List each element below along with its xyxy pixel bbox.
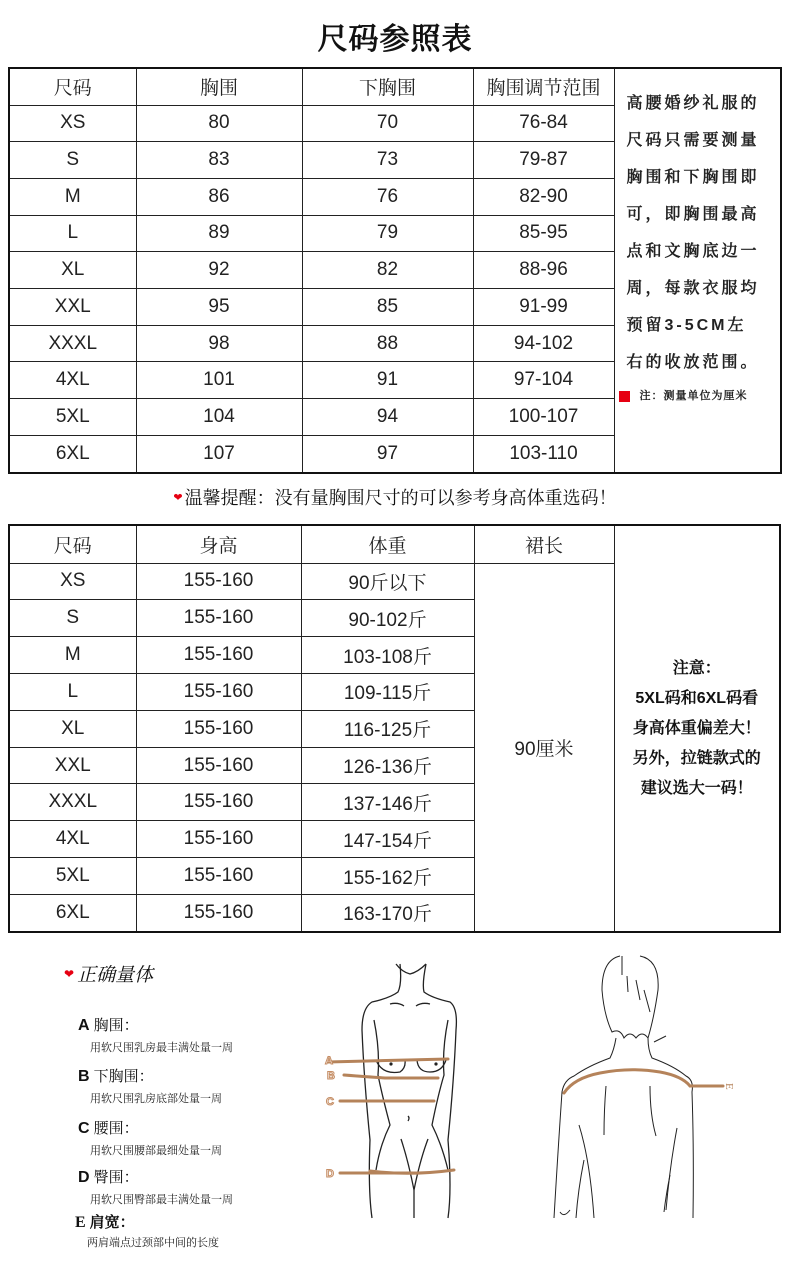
front-body-figure-icon <box>310 950 490 1269</box>
cell-size: 5XL <box>9 399 136 436</box>
cell-range: 79-87 <box>473 142 614 179</box>
cell-size: 4XL <box>9 821 136 858</box>
guide-item-underbust <box>78 1065 222 1106</box>
cell-weight: 103-108斤 <box>301 637 474 674</box>
cell-size: M <box>9 178 136 215</box>
cell-height: 155-160 <box>136 563 301 600</box>
guide-item-waist <box>78 1117 222 1158</box>
cell-height: 155-160 <box>136 600 301 637</box>
note-line: 另外，拉链款式的 <box>632 749 761 767</box>
back-body-figure-icon <box>530 950 760 1269</box>
cell-size: S <box>9 600 136 637</box>
cell-underbust: 88 <box>302 325 473 362</box>
letter-label: A <box>78 1017 90 1034</box>
guide-item-hip <box>78 1166 233 1207</box>
cell-bust: 107 <box>136 435 302 473</box>
header-bust: 胸围 <box>136 68 302 105</box>
cell-size: L <box>9 215 136 252</box>
cell-underbust: 97 <box>302 435 473 473</box>
cell-size: XXXL <box>9 325 136 362</box>
cell-bust: 89 <box>136 215 302 252</box>
cell-weight: 147-154斤 <box>301 821 474 858</box>
tip-text: 温馨提醒：没有量胸围尺寸的可以参考身高体重选码！ <box>184 488 617 509</box>
cell-size: XXL <box>9 289 136 326</box>
cell-weight: 90-102斤 <box>301 600 474 637</box>
cell-weight: 116-125斤 <box>301 710 474 747</box>
cell-weight: 126-136斤 <box>301 747 474 784</box>
letter-label: E <box>75 1214 86 1231</box>
note-line: 身高体重偏差大！ <box>632 719 761 737</box>
header-weight: 体重 <box>301 525 474 563</box>
cell-range: 76-84 <box>473 105 614 142</box>
cell-range: 100-107 <box>473 399 614 436</box>
header-size: 尺码 <box>9 525 136 563</box>
cell-underbust: 94 <box>302 399 473 436</box>
cell-weight: 137-146斤 <box>301 784 474 821</box>
letter-label: C <box>78 1120 90 1137</box>
cell-range: 88-96 <box>473 252 614 289</box>
note-line: 胸围和下胸围即 <box>626 169 760 186</box>
item-desc: 两肩端点过颈部中间的长度 <box>87 1236 219 1249</box>
size-chart-height-weight <box>8 524 781 933</box>
cell-bust: 101 <box>136 362 302 399</box>
cell-size: 6XL <box>9 894 136 932</box>
table-header-row <box>9 68 781 105</box>
cell-range: 91-99 <box>473 289 614 326</box>
guide-title <box>64 960 320 987</box>
cell-bust: 92 <box>136 252 302 289</box>
label-d: D <box>326 1168 334 1180</box>
guide-item-shoulder <box>75 1211 219 1250</box>
item-desc: 用软尺围腰部最细处量一周 <box>90 1144 222 1157</box>
note-line: 尺码只需要测量 <box>626 132 760 149</box>
header-size: 尺码 <box>9 68 136 105</box>
cell-height: 155-160 <box>136 673 301 710</box>
cell-height: 155-160 <box>136 710 301 747</box>
header-skirt-length: 裙长 <box>474 525 614 563</box>
item-name: 下胸围： <box>93 1067 154 1085</box>
note-line: 点和文胸底边一 <box>626 243 760 260</box>
cell-underbust: 73 <box>302 142 473 179</box>
cell-range: 97-104 <box>473 362 614 399</box>
cell-size: XS <box>9 105 136 142</box>
note-line: 预留3-5CM左 <box>626 317 747 334</box>
heart-icon: ❤ <box>173 491 183 504</box>
unit-note-text: 注：测量单位为厘米 <box>639 390 748 402</box>
cell-range: 85-95 <box>473 215 614 252</box>
note-line: 可，即胸围最高 <box>626 206 760 223</box>
cell-bust: 86 <box>136 178 302 215</box>
letter-label: D <box>78 1169 90 1186</box>
label-c: C <box>326 1096 334 1108</box>
note-line: 周，每款衣服均 <box>626 280 760 297</box>
cell-underbust: 79 <box>302 215 473 252</box>
cell-height: 155-160 <box>136 894 301 932</box>
cell-height: 155-160 <box>136 858 301 895</box>
cell-weight: 90斤以下 <box>301 563 474 600</box>
cell-size: M <box>9 637 136 674</box>
item-name: 胸围： <box>93 1016 139 1034</box>
cell-height: 155-160 <box>136 637 301 674</box>
cell-range: 103-110 <box>473 435 614 473</box>
header-height: 身高 <box>136 525 301 563</box>
cell-bust: 98 <box>136 325 302 362</box>
unit-note <box>619 387 775 405</box>
cell-underbust: 85 <box>302 289 473 326</box>
header-bust-range: 胸围调节范围 <box>473 68 614 105</box>
letter-label: B <box>78 1068 90 1085</box>
note-line: 注意： <box>672 659 721 677</box>
measuring-guide <box>60 960 320 987</box>
cell-weight: 163-170斤 <box>301 894 474 932</box>
item-desc: 用软尺围乳房最丰满处量一周 <box>90 1041 233 1054</box>
item-name: 腰围： <box>93 1119 139 1137</box>
tip-line <box>0 484 790 510</box>
label-b: B <box>327 1070 335 1082</box>
cell-underbust: 76 <box>302 178 473 215</box>
cell-bust: 80 <box>136 105 302 142</box>
cell-skirt-length: 90厘米 <box>474 563 614 932</box>
cell-weight: 155-162斤 <box>301 858 474 895</box>
note-line: 高腰婚纱礼服的 <box>626 95 760 112</box>
cell-underbust: 82 <box>302 252 473 289</box>
size-advice-note <box>614 525 780 932</box>
cell-range: 94-102 <box>473 325 614 362</box>
cell-size: XL <box>9 252 136 289</box>
table-header-row <box>9 525 780 563</box>
fit-note <box>614 68 781 473</box>
cell-size: XS <box>9 563 136 600</box>
label-e: E <box>723 1083 735 1090</box>
cell-height: 155-160 <box>136 821 301 858</box>
cell-size: XXXL <box>9 784 136 821</box>
red-square-icon <box>619 391 630 402</box>
cell-size: XXL <box>9 747 136 784</box>
guide-title-text: 正确量体 <box>77 964 154 986</box>
item-desc: 用软尺围臀部最丰满处量一周 <box>90 1193 233 1206</box>
heart-icon: ❤ <box>64 967 75 981</box>
cell-size: 5XL <box>9 858 136 895</box>
header-underbust: 下胸围 <box>302 68 473 105</box>
note-line: 5XL码和6XL码看 <box>635 689 759 707</box>
cell-size: 4XL <box>9 362 136 399</box>
cell-underbust: 70 <box>302 105 473 142</box>
cell-size: 6XL <box>9 435 136 473</box>
size-chart-measurements <box>8 67 782 474</box>
cell-underbust: 91 <box>302 362 473 399</box>
label-a: A <box>325 1055 333 1067</box>
page-title: 尺码参照表 <box>317 22 473 57</box>
item-name: 肩宽： <box>89 1213 135 1231</box>
item-desc: 用软尺围乳房底部处量一周 <box>90 1092 222 1105</box>
cell-bust: 83 <box>136 142 302 179</box>
cell-bust: 95 <box>136 289 302 326</box>
guide-item-bust <box>78 1014 233 1055</box>
cell-range: 82-90 <box>473 178 614 215</box>
cell-size: L <box>9 673 136 710</box>
cell-weight: 109-115斤 <box>301 673 474 710</box>
note-line: 建议选大一码！ <box>640 779 753 797</box>
item-name: 臀围： <box>93 1168 139 1186</box>
note-line: 右的收放范围。 <box>626 354 760 371</box>
cell-height: 155-160 <box>136 747 301 784</box>
cell-size: S <box>9 142 136 179</box>
cell-size: XL <box>9 710 136 747</box>
cell-height: 155-160 <box>136 784 301 821</box>
cell-bust: 104 <box>136 399 302 436</box>
